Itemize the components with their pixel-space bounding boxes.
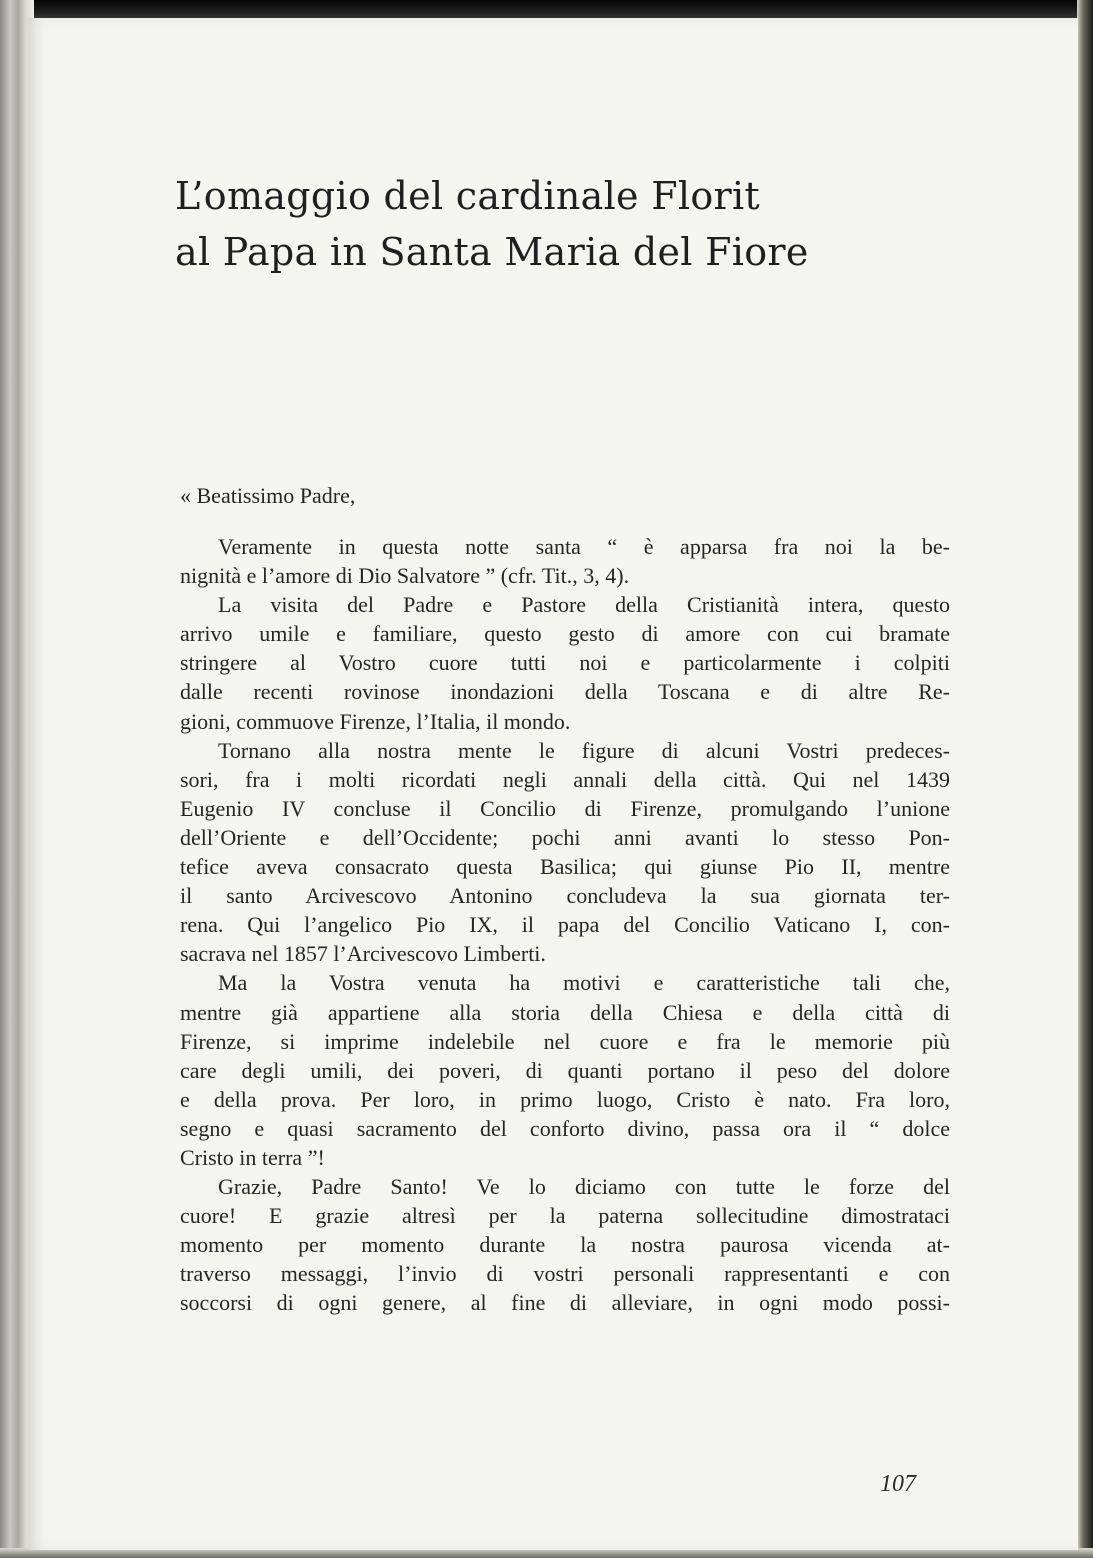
text-line: il santo Arcivescovo Antonino concludeva la sua giornata ter- xyxy=(180,883,950,909)
scan-right-edge xyxy=(1077,0,1093,1558)
text-line: dalle recenti rovinose inondazioni della Toscana e di altre Re- xyxy=(180,679,950,705)
text-line: soccorsi di ogni genere, al fine di alleviare, in ogni modo possi- xyxy=(180,1290,950,1316)
text-line: momento per momento durante la nostra paurosa vicenda at- xyxy=(180,1232,950,1258)
text-line: traverso messaggi, l’invio di vostri personali rappresentanti e con xyxy=(180,1261,950,1287)
title-line: L’omaggio del cardinale Florit xyxy=(175,174,760,218)
text-line: Ma la Vostra venuta ha motivi e caratteristiche tali che, xyxy=(218,970,950,996)
text-line: rena. Qui l’angelico Pio IX, il papa del Concilio Vaticano I, con- xyxy=(180,912,950,938)
body-text xyxy=(180,532,950,1318)
text-line: dell’Oriente e dell’Occidente; pochi anni avanti lo stesso Pon- xyxy=(180,824,950,850)
text-line: Grazie, Padre Santo! Ve lo diciamo con tutte le forze del xyxy=(218,1174,950,1200)
page-title xyxy=(175,168,809,280)
book-page xyxy=(28,18,1078,1550)
scan-top-edge xyxy=(0,0,1093,20)
text-line: arrivo umile e familiare, questo gesto di amore con cui bramate xyxy=(180,621,950,647)
text-line: Eugenio IV concluse il Concilio di Firenze, promulgando l’unione xyxy=(180,795,950,821)
text-line: Firenze, si imprime indelebile nel cuore e fra le memorie più xyxy=(180,1028,950,1054)
text-line: tefice aveva consacrato questa Basilica; qui giunse Pio II, mentre xyxy=(180,854,950,880)
page-number: 107 xyxy=(880,1471,916,1497)
text-line: Tornano alla nostra mente le figure di alcuni Vostri predeces- xyxy=(218,737,950,763)
text-line: Veramente in questa notte santa “ è apparsa fra noi la be- xyxy=(218,534,950,559)
text-line: cuore! E grazie altresì per la paterna sollecitudine dimostrataci xyxy=(180,1203,950,1229)
text-line: segno e quasi sacramento del conforto divino, passa ora il “ dolce xyxy=(180,1115,950,1141)
text-line: care degli umili, dei poveri, di quanti portano il peso del dolore xyxy=(180,1057,950,1083)
text-line: mentre già appartiene alla storia della Chiesa e della città di xyxy=(180,999,950,1025)
text-line: La visita del Padre e Pastore della Cristianità intera, questo xyxy=(218,592,950,618)
text-line: sacrava nel 1857 l’Arcivescovo Limberti. xyxy=(180,941,546,967)
text-line: e della prova. Per loro, in primo luogo, Cristo è nato. Fra loro, xyxy=(180,1086,950,1112)
salutation: « Beatissimo Padre, xyxy=(180,483,356,508)
text-line: nignità e l’amore di Dio Salvatore ” (cfr. Tit., 3, 4). xyxy=(180,563,630,589)
text-line: sori, fra i molti ricordati negli annali della città. Qui nel 1439 xyxy=(180,766,950,792)
text-line: stringere al Vostro cuore tutti noi e particolarmente i colpiti xyxy=(180,650,950,676)
title-line: al Papa in Santa Maria del Fiore xyxy=(175,230,809,274)
text-line: gioni, commuove Firenze, l’Italia, il mondo. xyxy=(180,708,571,734)
text-line: Cristo in terra ”! xyxy=(180,1144,325,1170)
